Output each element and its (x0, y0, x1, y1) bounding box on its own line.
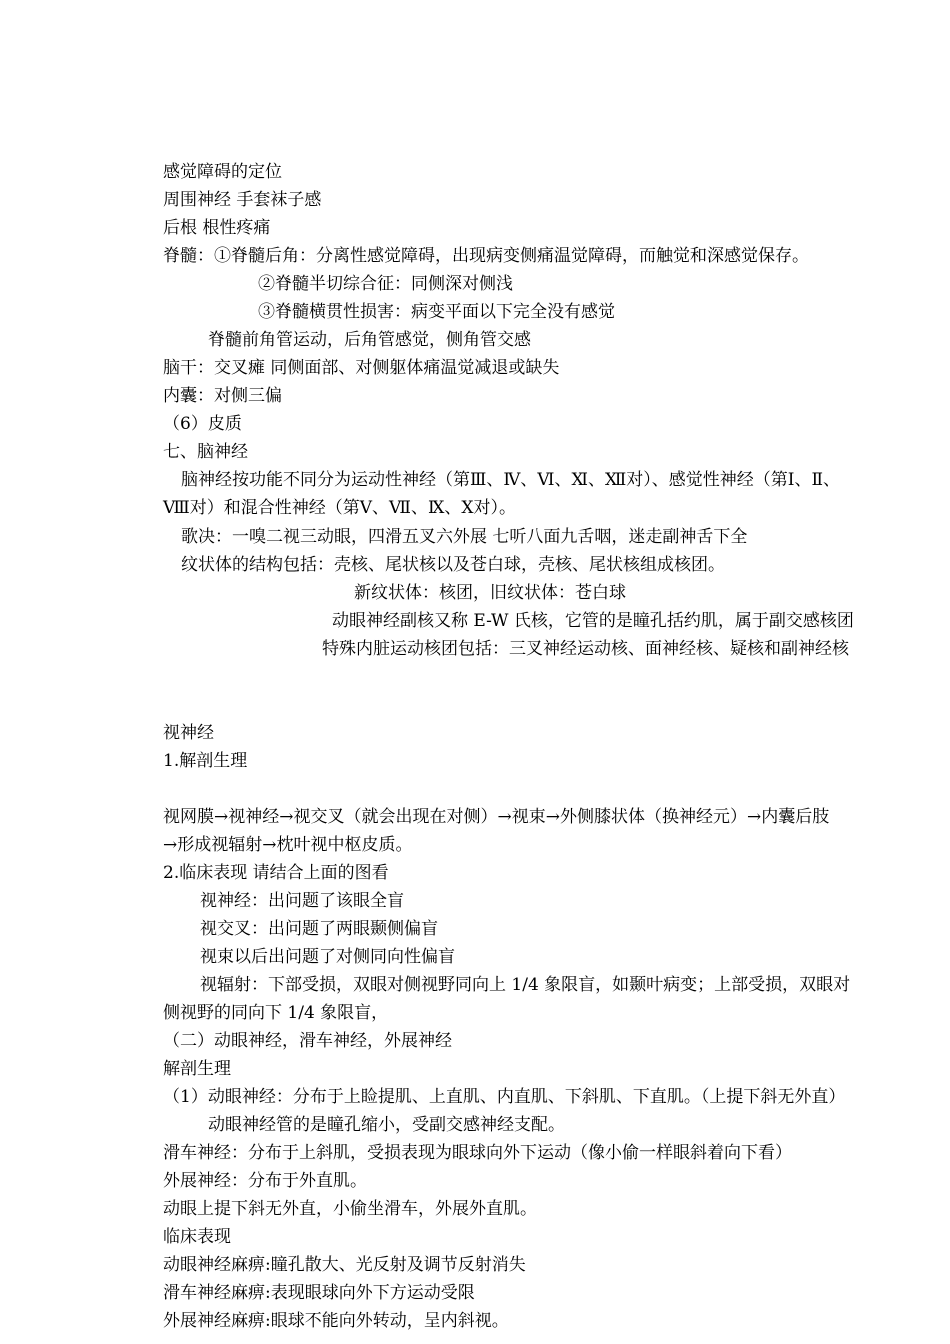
heading-optic-nerve: 视神经 (163, 723, 214, 743)
text-line: 滑车神经：分布于上斜肌，受损表现为眼球向外下运动（像小偷一样眼斜着向下看） (163, 1143, 792, 1163)
text-line: 外展神经麻痹:眼球不能向外转动，呈内斜视。 (163, 1311, 509, 1331)
text-line: 脊髓：①脊髓后角：分离性感觉障碍，出现病变侧痛温觉障碍，而触觉和深感觉保存。 (163, 246, 809, 266)
text-line: （6）皮质 (163, 414, 242, 434)
text-line: 1.解剖生理 (163, 751, 248, 771)
text-line: 周围神经 手套袜子感 (163, 190, 322, 210)
text-line: 脑干：交叉瘫 同侧面部、对侧躯体痛温觉减退或缺失 (163, 358, 560, 378)
text-line: （二）动眼神经，滑车神经，外展神经 (163, 1031, 452, 1051)
text-line: 侧视野的同向下 1/4 象限盲， (163, 1003, 389, 1023)
text-line: 动眼上提下斜无外直，小偷坐滑车，外展外直肌。 (163, 1199, 537, 1219)
text-line: 视辐射：下部受损，双眼对侧视野同向上 1/4 象限盲，如颞叶病变；上部受损，双眼对 (200, 975, 851, 995)
text-line: （1）动眼神经：分布于上睑提肌、上直肌、内直肌、下斜肌、下直肌。（上提下斜无外直） (163, 1087, 846, 1107)
text-line: ③脊髓横贯性损害：病变平面以下完全没有感觉 (258, 302, 615, 322)
text-line: 内囊：对侧三偏 (163, 386, 282, 406)
text-line: 动眼神经副核又称 E-W 氏核，它管的是瞳孔括约肌，属于副交感核团 (332, 611, 854, 631)
section-heading-cranial-nerves: 七、脑神经 (163, 442, 248, 462)
text-line: 视网膜→视神经→视交叉（就会出现在对侧）→视束→外侧膝状体（换神经元）→内囊后肢 (163, 807, 830, 827)
text-line: 视神经：出问题了该眼全盲 (200, 891, 404, 911)
text-line: 视束以后出问题了对侧同向性偏盲 (200, 947, 455, 967)
text-line: 外展神经：分布于外直肌。 (163, 1171, 367, 1191)
text-line: 动眼神经麻痹:瞳孔散大、光反射及调节反射消失 (163, 1255, 526, 1275)
text-line: 歌决：一嗅二视三动眼，四滑五叉六外展 七听八面九舌咽，迷走副神舌下全 (181, 527, 748, 547)
text-line: 视交叉：出问题了两眼颞侧偏盲 (200, 919, 438, 939)
heading-sensory-localization: 感觉障碍的定位 (163, 162, 282, 182)
text-line: 纹状体的结构包括：壳核、尾状核以及苍白球，壳核、尾状核组成核团。 (181, 555, 725, 575)
text-line: 新纹状体：核团，旧纹状体：苍白球 (354, 583, 626, 603)
text-line: 滑车神经麻痹:表现眼球向外下方运动受限 (163, 1283, 475, 1303)
text-line: →形成视辐射→枕叶视中枢皮质。 (163, 835, 413, 855)
text-line: 动眼神经管的是瞳孔缩小，受副交感神经支配。 (208, 1115, 565, 1135)
text-line: 后根 根性疼痛 (163, 218, 271, 238)
text-line: 解剖生理 (163, 1059, 231, 1079)
text-line: 脑神经按功能不同分为运动性神经（第Ⅲ、Ⅳ、Ⅵ、Ⅺ、Ⅻ对）、感觉性神经（第Ⅰ、Ⅱ、 (181, 470, 841, 490)
text-line: ②脊髓半切综合征：同侧深对侧浅 (258, 274, 513, 294)
text-line: 脊髓前角管运动，后角管感觉，侧角管交感 (208, 330, 531, 350)
text-line: Ⅷ对）和混合性神经（第Ⅴ、Ⅶ、Ⅸ、Ⅹ对）。 (163, 498, 516, 518)
text-line: 2.临床表现 请结合上面的图看 (163, 863, 389, 883)
text-line: 临床表现 (163, 1227, 231, 1247)
text-line: 特殊内脏运动核团包括：三叉神经运动核、面神经核、疑核和副神经核 (322, 639, 849, 659)
